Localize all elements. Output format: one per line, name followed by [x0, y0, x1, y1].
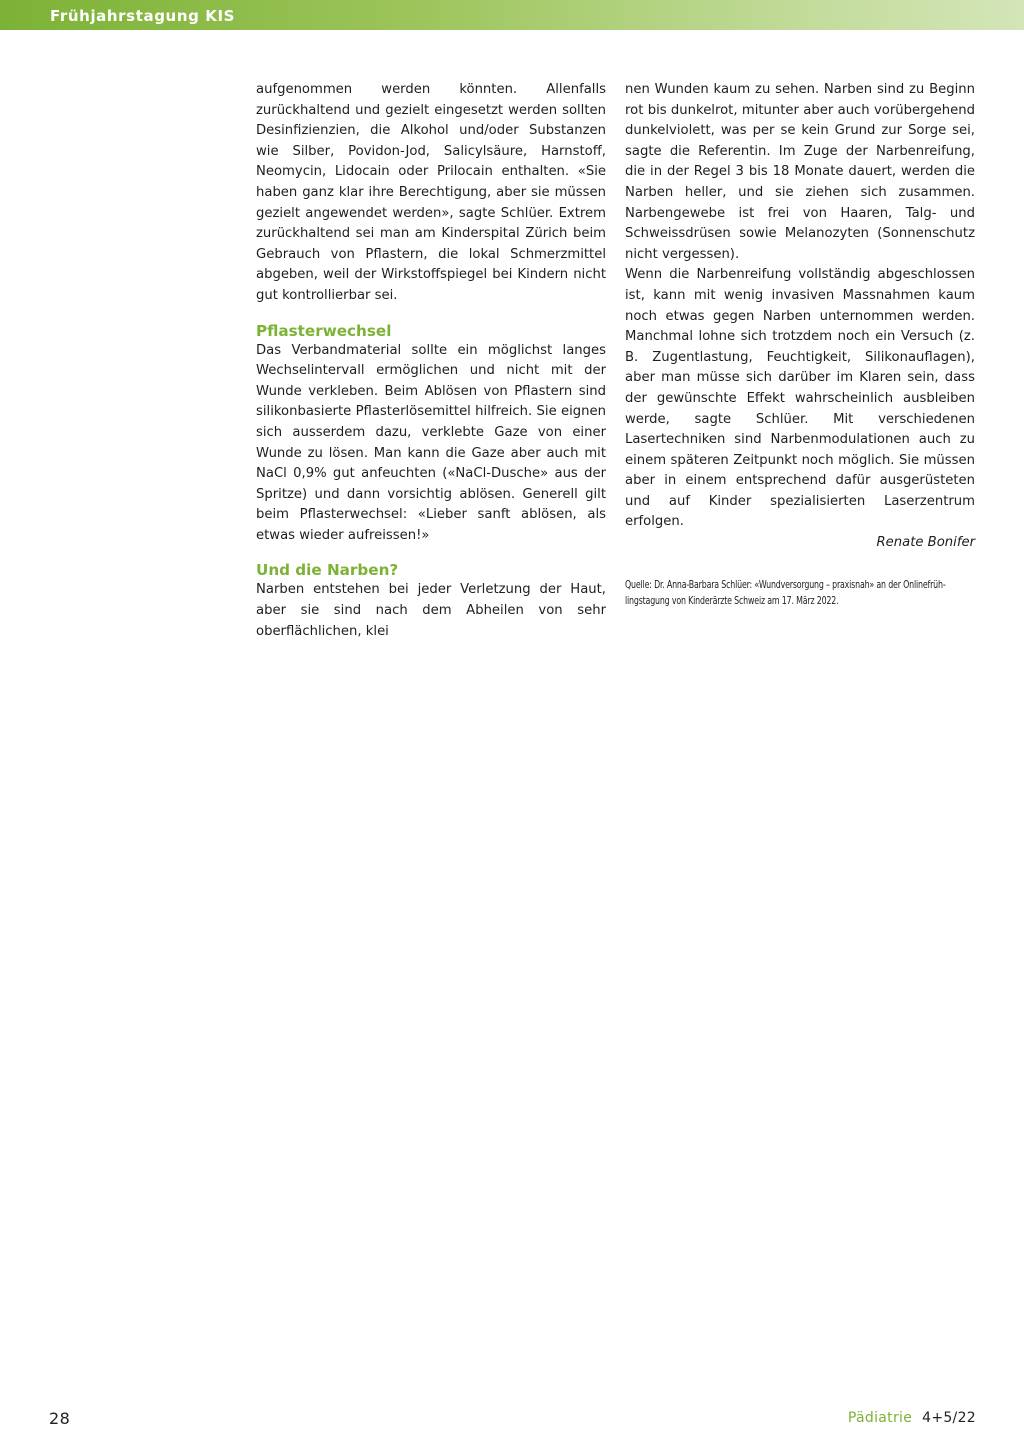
header-bar — [0, 0, 1024, 30]
journal-issue: 4+5/22 — [922, 1410, 976, 1426]
section-heading-pflasterwechsel: Pflasterwechsel — [256, 321, 392, 340]
body-paragraph: aufgenommen werden könnten. Allenfalls zurückhaltend und gezielt eingesetzt werden sollten Desinfizienzien, die Alkohol und/oder Substanzen wie Silber, Povidon-Jod, Salicylsäure, Harnstoff, Neomycin, Lidocain oder Prilocain enthalten. «Sie haben ganz klar ihre Berechtigung, aber sie müssen gezielt angewendet werden», sagte Schlüer. Extrem zurückhaltend sei man am Kinderspital Zürich beim Gebrauch von Pflastern, die lokal Schmerzmittel abgeben, weil der Wirkstoffspiegel bei Kindern nicht gut kontrollierbar sei. — [256, 82, 606, 303]
source-line: Quelle: Dr. Anna-Barbara Schlüer: «Wundversorgung – praxisnah» an der Onlinefrüh- — [625, 579, 946, 591]
section-heading-narben: Und die Narben? — [256, 561, 399, 580]
journal-name: Pädiatrie — [847, 1410, 913, 1426]
author-name: Renate Bonifer — [876, 535, 975, 551]
right-column — [625, 80, 975, 610]
journal-footer — [848, 1410, 976, 1426]
source-line: lingstagung von Kinderärzte Schweiz am 17. März 2022. — [625, 595, 839, 607]
body-paragraph: Das Verbandmaterial sollte ein möglichst langes Wechselintervall ermöglichen und nicht mit der Wunde verkleben. Beim Ablösen von Pflastern sind silikonbasierte Pflasterlösemittel hilfreich. Sie eignen sich ausserdem dazu, verklebte Gaze von einer Wunde zu lösen. Man kann die Gaze aber auch mit NaCl 0,9% gut anfeuchten («NaCl-Dusche» aus der Spritze) und dann vorsichtig ablösen. Generell gilt beim Pflasterwechsel: «Lieber sanft ablösen, als etwas wieder aufreissen!» — [256, 342, 606, 543]
body-paragraph: nen Wunden kaum zu sehen. Narben sind zu Beginn rot bis dunkelrot, mitunter aber auch vorübergehend dunkelviolett, was per se kein Grund zur Sorge sei, sagte die Referentin. Im Zuge der Narbenreifung, die in der Regel 3 bis 18 Monate dauert, werden die Narben heller, und sie ziehen sich zusammen. Narbengewebe ist frei von Haaren, Talg- und Schweissdrüsen sowie Melanozyten (Sonnenschutz nicht vergessen). — [625, 82, 975, 262]
body-paragraph: Narben entstehen bei jeder Verletzung der Haut, aber sie sind nach dem Abheilen von sehr oberflächlichen, klei — [256, 582, 606, 639]
body-paragraph: Wenn die Narbenreifung vollständig abgeschlossen ist, kann mit wenig invasiven Massnahmen kaum noch etwas gegen Narben unternommen werden. Manchmal lohne sich trotzdem noch ein Versuch (z. B. Zugentlastung, Feuchtigkeit, Silikonauflagen), aber man müsse sich darüber im Klaren sein, dass der gewünschte Effekt wahrscheinlich ausbleiben werde, sagte Schlüer. Mit verschiedenen Lasertechniken sind Narbenmodulationen auch zu einem späteren Zeitpunkt noch möglich. Sie müssen aber in einem entsprechend dafür ausgerüsteten und auf Kinder spezialisierten Laserzentrum erfolgen. — [625, 267, 975, 530]
section-title: Frühjahrstagung KIS — [50, 7, 236, 25]
left-column — [256, 80, 606, 642]
page-number: 28 — [49, 1409, 71, 1428]
source-note — [625, 578, 969, 610]
